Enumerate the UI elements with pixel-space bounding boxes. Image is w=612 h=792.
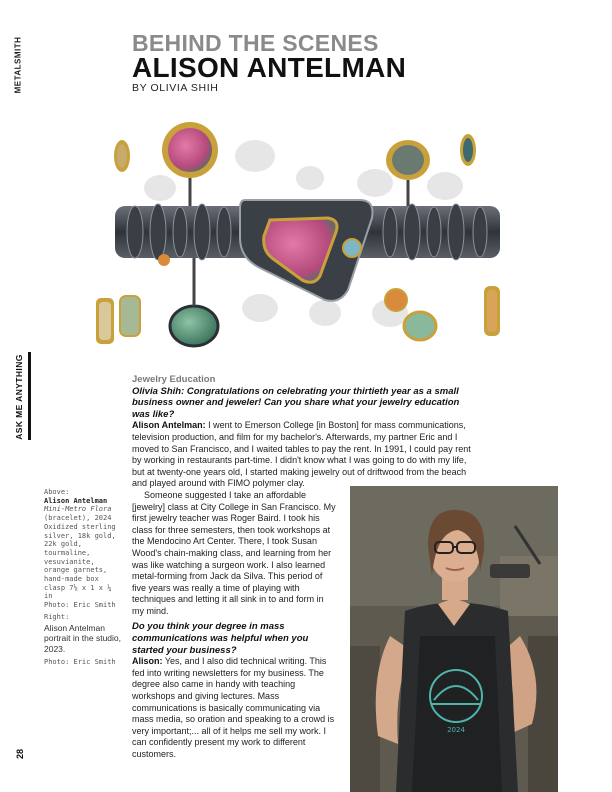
question-2: Do you think your degree in mass communications was helpful when you started your business? — [132, 621, 309, 656]
page-number: 28 — [15, 748, 25, 760]
answer-1 — [132, 420, 477, 490]
caption-right — [44, 612, 130, 668]
magazine-running-head — [10, 30, 26, 100]
kicker: BEHIND THE SCENES — [132, 30, 379, 56]
section-label: ASK ME ANYTHING — [14, 354, 24, 440]
caption-above-label: Above: — [44, 488, 70, 496]
answer-2-text: Yes, and I also did technical writing. This fed into writing newsletters for my business. The degree also came in handy with teaching workshops and giving lectures. Mass communications is basically communicating via mass media, so oration and speaking to a crowd is very important;... all of it helps me sell my work. I can confidently present my work to different customers. — [132, 656, 335, 759]
answer-1-continued: Someone suggested I take an affordable [jewelry] class at City College in San Francisco. My first jewelry teacher was Roger Baird. I took his class for three semesters, then took workshops at the Mendocino Art Center. There, I took Susan Wood's chain-making class, and learning from her was like watching a surgeon work. I also learned metal-forming from Jack da Silva. This period of five years was really a time of playing with techniques and letting it all sink in to and form in my mind. — [132, 489, 336, 616]
answer-2 — [132, 656, 338, 760]
section-rule — [28, 352, 31, 440]
byline: BY OLIVIA SHIH — [132, 82, 219, 94]
apron-year-text: 2024 — [447, 726, 465, 734]
question-1: Olivia Shih: Congratulations on celebrating your thirtieth year as a small business owner and jeweler! Can you share what your jewelry education was like? — [132, 385, 460, 420]
bracelet-photo — [90, 108, 520, 366]
caption-artist-name: Alison Antelman — [44, 496, 108, 505]
caption-right-text: Alison Antelman portrait in the studio, 2023. — [44, 622, 122, 654]
article-title: ALISON ANTELMAN — [132, 52, 407, 83]
answer-2-speaker: Alison: — [132, 656, 163, 667]
magazine-name: METALSMITH — [13, 36, 23, 94]
answer-1-speaker: Alison Antelman: — [132, 420, 206, 431]
caption-above-photo-credit: Photo: Eric Smith — [44, 601, 116, 610]
portrait-photo — [350, 486, 558, 792]
answer-1-text: I went to Emerson College [in Boston] for mass communications, television production, and film for my bachelor's. Afterwards, my partner Eric and I moved to San Francisco, and I waited tables to pay the rent. In 1991, I could pay rent by working in restaurants part-time. I didn't know what I was going to do with my life, but at twenty-one years old, I started making jewelry out of driftwood from the beach and played around with FIMO polymer clay. — [132, 420, 471, 489]
caption-right-label: Right: — [44, 613, 70, 621]
caption-work-details: (bracelet), 2024 Oxidized sterling silver, 18k gold, 22k gold, tourmaline, vesuvianite, orange garnets, hand-made box clasp 7⅛ x 1 x ¼ in — [44, 514, 116, 601]
page-number-box — [14, 744, 26, 764]
section-label-box — [12, 352, 26, 442]
caption-right-photo-credit: Photo: Eric Smith — [44, 658, 116, 666]
section-heading: Jewelry Education — [132, 374, 216, 385]
caption-above — [44, 488, 124, 610]
caption-work-title: Mini-Metro Flora — [44, 505, 112, 514]
